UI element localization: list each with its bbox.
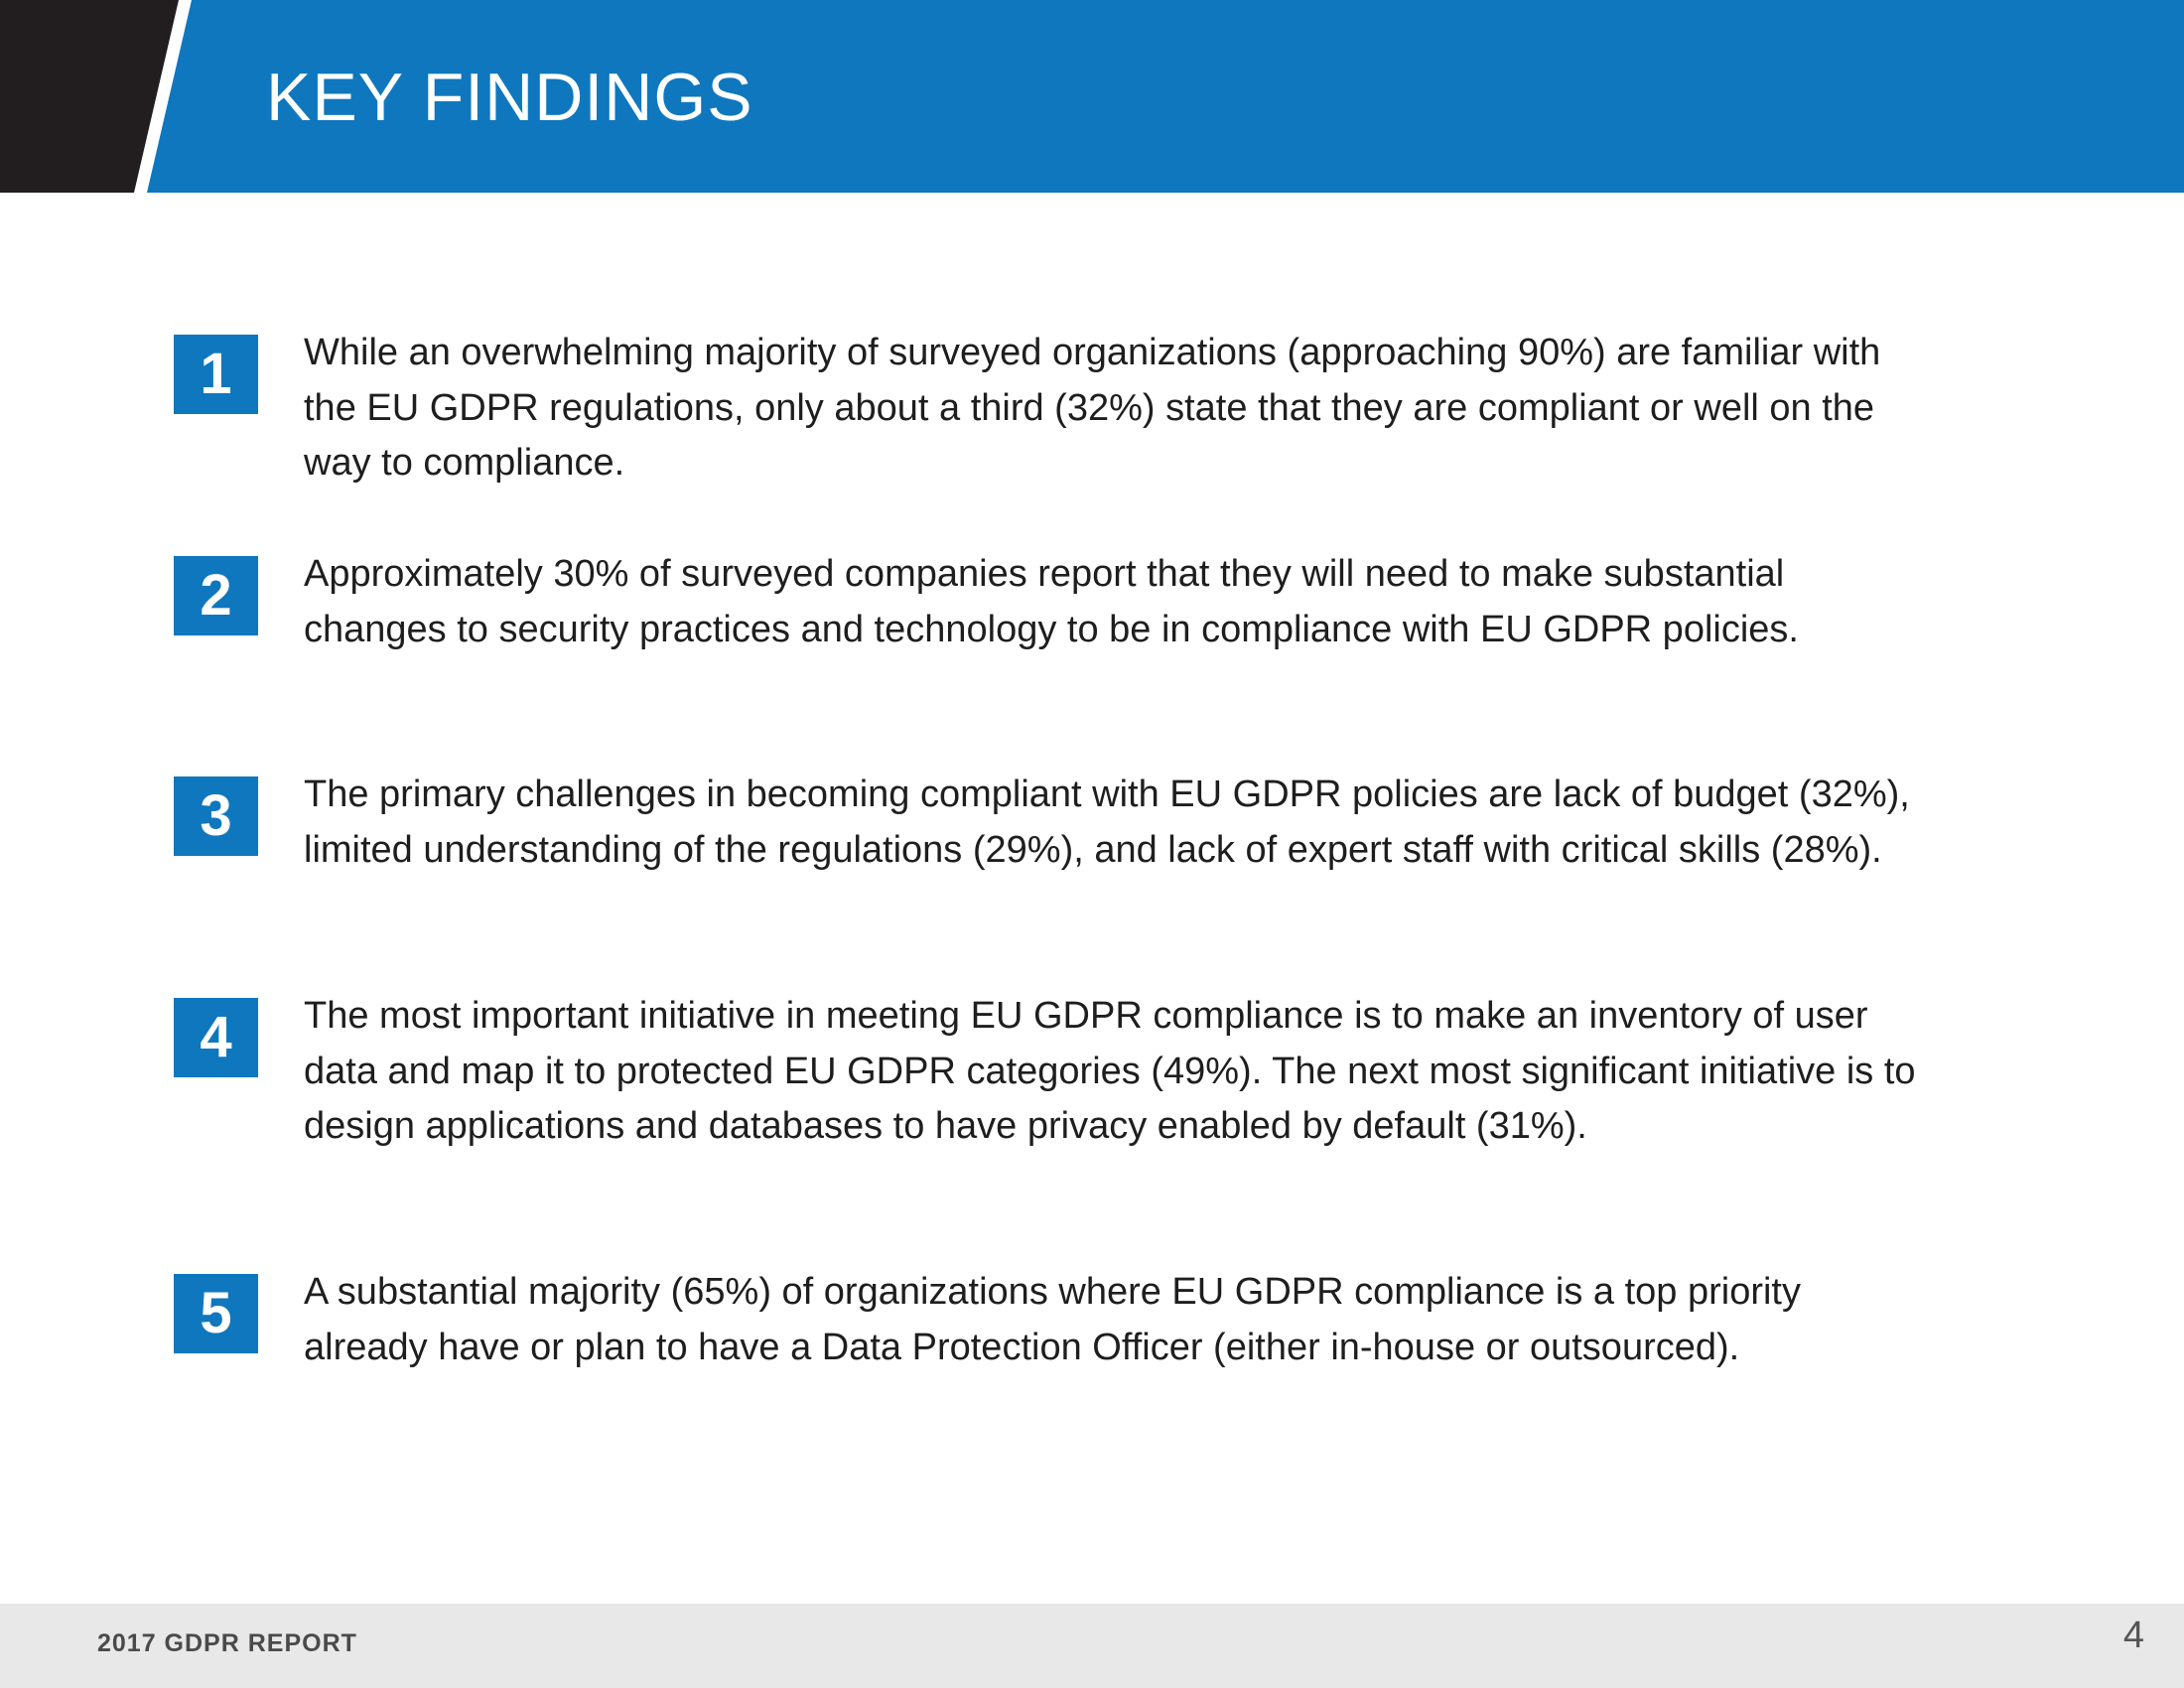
finding-number-badge: 2 <box>174 556 258 635</box>
page-number: 4 <box>2122 1615 2144 1656</box>
page-footer <box>0 1604 2184 1688</box>
finding-text: While an overwhelming majority of surveyed organizations (approaching 90%) are familiar with the EU GDPR regulations, only about a third (32%) state that they are compliant or well on the way to compliance. <box>304 332 1881 484</box>
finding-text: The primary challenges in becoming compliant with EU GDPR policies are lack of budget (32%), limited understanding of the regulations (29%), and lack of expert staff with critical skills (28%). <box>304 774 1910 871</box>
page-title: KEY FINDINGS <box>266 60 753 135</box>
report-label: 2017 GDPR REPORT <box>97 1629 357 1657</box>
finding-number-badge: 1 <box>174 335 258 414</box>
finding-number-badge: 5 <box>174 1274 258 1353</box>
finding-number-badge: 3 <box>174 776 258 856</box>
finding-number-badge: 4 <box>174 998 258 1077</box>
finding-text: The most important initiative in meeting EU GDPR compliance is to make an inventory of user data and map it to protected EU GDPR categories (49%). The next most significant initiative is to design applications and databases to have privacy enabled by default (31%). <box>304 995 1916 1147</box>
finding-text: A substantial majority (65%) of organizations where EU GDPR compliance is a top priority already have or plan to have a Data Protection Officer (either in-house or outsourced). <box>304 1271 1801 1368</box>
finding-text: Approximately 30% of surveyed companies report that they will need to make substantial changes to security practices and technology to be in compliance with EU GDPR policies. <box>304 553 1799 650</box>
